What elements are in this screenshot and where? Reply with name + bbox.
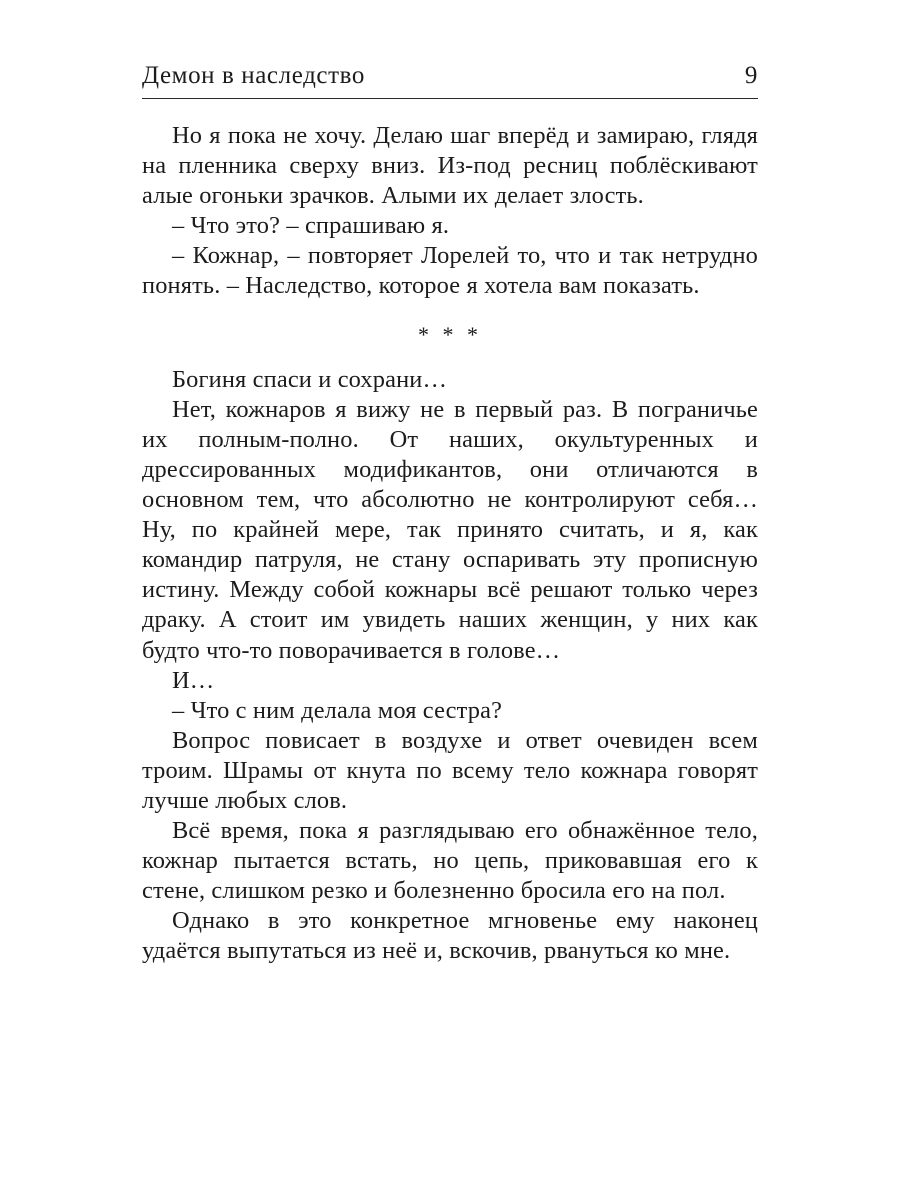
paragraph: Вопрос повисает в воздухе и ответ очевиден всем троим. Шрамы от кнута по всему тело кожнара говорят лучше любых слов.	[142, 726, 758, 814]
paragraph: И…	[172, 666, 215, 694]
paragraph: – Что это? – спрашиваю я.	[172, 212, 450, 240]
paragraph: Богиня спаси и сохрани…	[172, 365, 448, 393]
paragraph: Всё время, пока я разглядываю его обнажённое тело, кожнар пытается встать, но цепь, приковавшая его к стене, слишком резко и болезненно бросила его на пол.	[142, 817, 758, 905]
paragraph: – Кожнар, – повторяет Лорелей то, что и так нетрудно понять. – Наследство, которое я хотела вам показать.	[142, 242, 758, 300]
paragraph: – Что с ним делала моя сестра?	[172, 696, 503, 724]
body-text	[142, 121, 758, 967]
book-page	[142, 62, 758, 967]
paragraph: Однако в это конкретное мгновенье ему наконец удаётся выпутаться из неё и, вскочив, рвануться ко мне.	[142, 907, 758, 965]
running-header	[142, 62, 758, 99]
paragraph: Но я пока не хочу. Делаю шаг вперёд и замираю, глядя на пленника сверху вниз. Из-под ресниц поблёскивают алые огоньки зрачков. Алыми их делает злость.	[142, 122, 758, 210]
paragraph: Нет, кожнаров я вижу не в первый раз. В пограничье их полным-полно. От наших, окультуренных и дрессированных модификантов, они отличаются в основном тем, что абсолютно не контролируют себя… Ну, по крайней мере, так принято считать, и я, как командир патруля, не стану оспаривать эту прописную истину. Между собой кожнары всё решают только через драку. А стоит им увидеть наших женщин, у них как будто что-то поворачивается в голове…	[142, 395, 758, 664]
page-number: 9	[744, 62, 758, 89]
section-separator: * * *	[418, 321, 482, 347]
book-title: Демон в наследство	[142, 62, 365, 89]
